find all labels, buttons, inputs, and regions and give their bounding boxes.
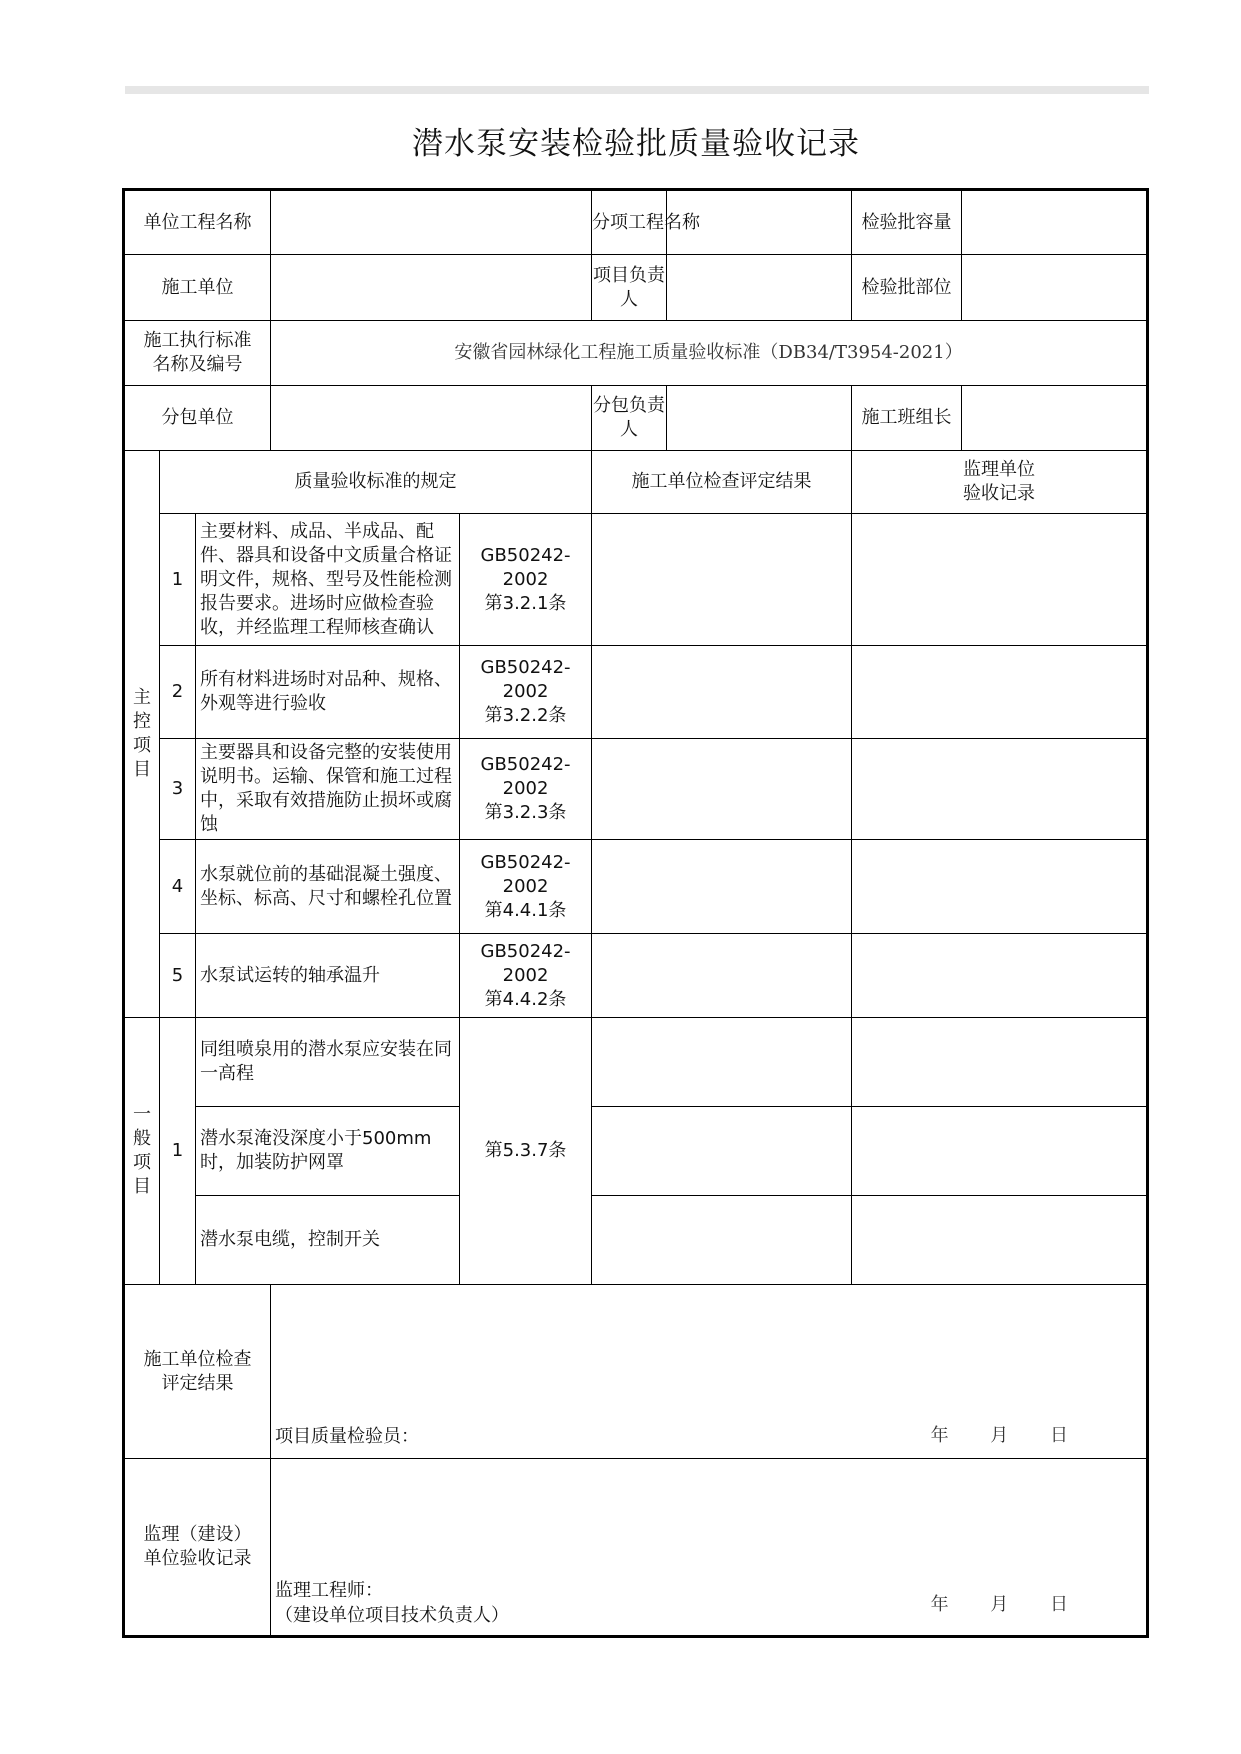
supervision-record-cell[interactable]: [852, 739, 1148, 840]
supervision-record-header: 监理单位 验收记录: [852, 451, 1148, 514]
signature-date: 年 月 日: [930, 1425, 1087, 1446]
supervision-record-cell[interactable]: [852, 934, 1148, 1018]
construction-unit-label: 施工单位: [124, 255, 271, 321]
supervision-label: 监理（建设） 单位验收记录: [124, 1459, 271, 1637]
item-text: 同组喷泉用的潜水泵应安装在同一高程: [196, 1018, 460, 1107]
supervision-record-cell[interactable]: [852, 1018, 1148, 1107]
unit-project-name-field[interactable]: [271, 190, 592, 255]
table-row: [124, 739, 1148, 840]
construction-result-cell[interactable]: [592, 934, 852, 1018]
top-divider-bar: [125, 86, 1149, 94]
item-text: 水泵就位前的基础混凝土强度、坐标、标高、尺寸和螺栓孔位置: [196, 840, 460, 934]
quality-standard-header: 质量验收标准的规定: [160, 451, 592, 514]
table-row: [124, 1196, 1148, 1285]
team-leader-label: 施工班组长: [852, 386, 962, 451]
supervision-record-cell[interactable]: [852, 514, 1148, 646]
standard-value: 安徽省园林绿化工程施工质量验收标准（DB34/T3954-2021）: [271, 321, 1148, 386]
table-row: [124, 1107, 1148, 1196]
item-text: 主要器具和设备完整的安装使用说明书。运输、保管和施工过程中，采取有效措施防止损坏或腐蚀: [196, 739, 460, 840]
construction-check-label: 施工单位检查 评定结果: [124, 1285, 271, 1459]
batch-capacity-label: 检验批容量: [852, 190, 962, 255]
general-item-number: 1: [160, 1018, 196, 1285]
subcontract-unit-label: 分包单位: [124, 386, 271, 451]
batch-location-field[interactable]: [962, 255, 1148, 321]
item-text: 潜水泵淹没深度小于500mm时，加装防护网罩: [196, 1107, 460, 1196]
construction-result-cell[interactable]: [592, 840, 852, 934]
owner-leader-label: （建设单位项目技术负责人）: [275, 1605, 510, 1626]
table-row: [124, 840, 1148, 934]
item-number: 5: [160, 934, 196, 1018]
construction-result-header: 施工单位检查评定结果: [592, 451, 852, 514]
unit-project-name-label: 单位工程名称: [124, 190, 271, 255]
item-text: 水泵试运转的轴承温升: [196, 934, 460, 1018]
item-reference: GB50242-2002 第3.2.2条: [460, 646, 592, 739]
supervision-record-cell[interactable]: [852, 646, 1148, 739]
standard-label: [124, 321, 271, 386]
subcontract-leader-label: 分包负责人: [592, 386, 667, 451]
construction-check-field[interactable]: [271, 1285, 1148, 1459]
item-number: 3: [160, 739, 196, 840]
quality-inspector-label: 项目质量检验员：: [275, 1426, 420, 1447]
signature-date: 年 月 日: [930, 1594, 1087, 1615]
main-control-label: 主 控 项 目: [124, 451, 160, 1018]
item-text: 潜水泵电缆，控制开关: [196, 1196, 460, 1285]
supervision-engineer-label: 监理工程师：: [275, 1580, 384, 1601]
construction-unit-field[interactable]: [271, 255, 592, 321]
item-number: 1: [160, 514, 196, 646]
supervision-field[interactable]: [271, 1459, 1148, 1637]
general-items-label: 一 般 项 目: [124, 1018, 160, 1285]
table-row: [124, 514, 1148, 646]
supervision-record-cell[interactable]: [852, 840, 1148, 934]
construction-result-cell[interactable]: [592, 514, 852, 646]
table-row: [124, 646, 1148, 739]
batch-location-label: 检验批部位: [852, 255, 962, 321]
sub-project-name-label: 分项工程名称: [592, 190, 667, 255]
item-number: 4: [160, 840, 196, 934]
project-leader-label: 项目负责人: [592, 255, 667, 321]
page-title: 潜水泵安装检验批质量验收记录: [412, 126, 860, 162]
item-reference: GB50242-2002 第4.4.2条: [460, 934, 592, 1018]
standard-label-line-1: 施工执行标准: [143, 330, 252, 351]
item-number: 2: [160, 646, 196, 739]
general-item-reference: 第5.3.7条: [460, 1018, 592, 1285]
inspection-record-table: [122, 188, 1149, 1638]
table-row: [124, 1018, 1148, 1107]
item-reference: GB50242-2002 第4.4.1条: [460, 840, 592, 934]
batch-capacity-field[interactable]: [962, 190, 1148, 255]
construction-result-cell[interactable]: [592, 646, 852, 739]
subcontract-unit-field[interactable]: [271, 386, 592, 451]
supervision-record-cell[interactable]: [852, 1107, 1148, 1196]
item-text: 所有材料进场时对品种、规格、外观等进行验收: [196, 646, 460, 739]
construction-result-cell[interactable]: [592, 739, 852, 840]
construction-result-cell[interactable]: [592, 1018, 852, 1107]
standard-label-line-2: 名称及编号: [152, 354, 243, 375]
construction-result-cell[interactable]: [592, 1107, 852, 1196]
table-row: [124, 934, 1148, 1018]
project-leader-field[interactable]: [667, 255, 852, 321]
item-reference: GB50242-2002 第3.2.1条: [460, 514, 592, 646]
item-text: 主要材料、成品、半成品、配件、器具和设备中文质量合格证明文件，规格、型号及性能检测报告要求。进场时应做检查验收，并经监理工程师核查确认: [196, 514, 460, 646]
item-reference: GB50242-2002 第3.2.3条: [460, 739, 592, 840]
team-leader-field[interactable]: [962, 386, 1148, 451]
subcontract-leader-field[interactable]: [667, 386, 852, 451]
construction-result-cell[interactable]: [592, 1196, 852, 1285]
supervision-record-cell[interactable]: [852, 1196, 1148, 1285]
